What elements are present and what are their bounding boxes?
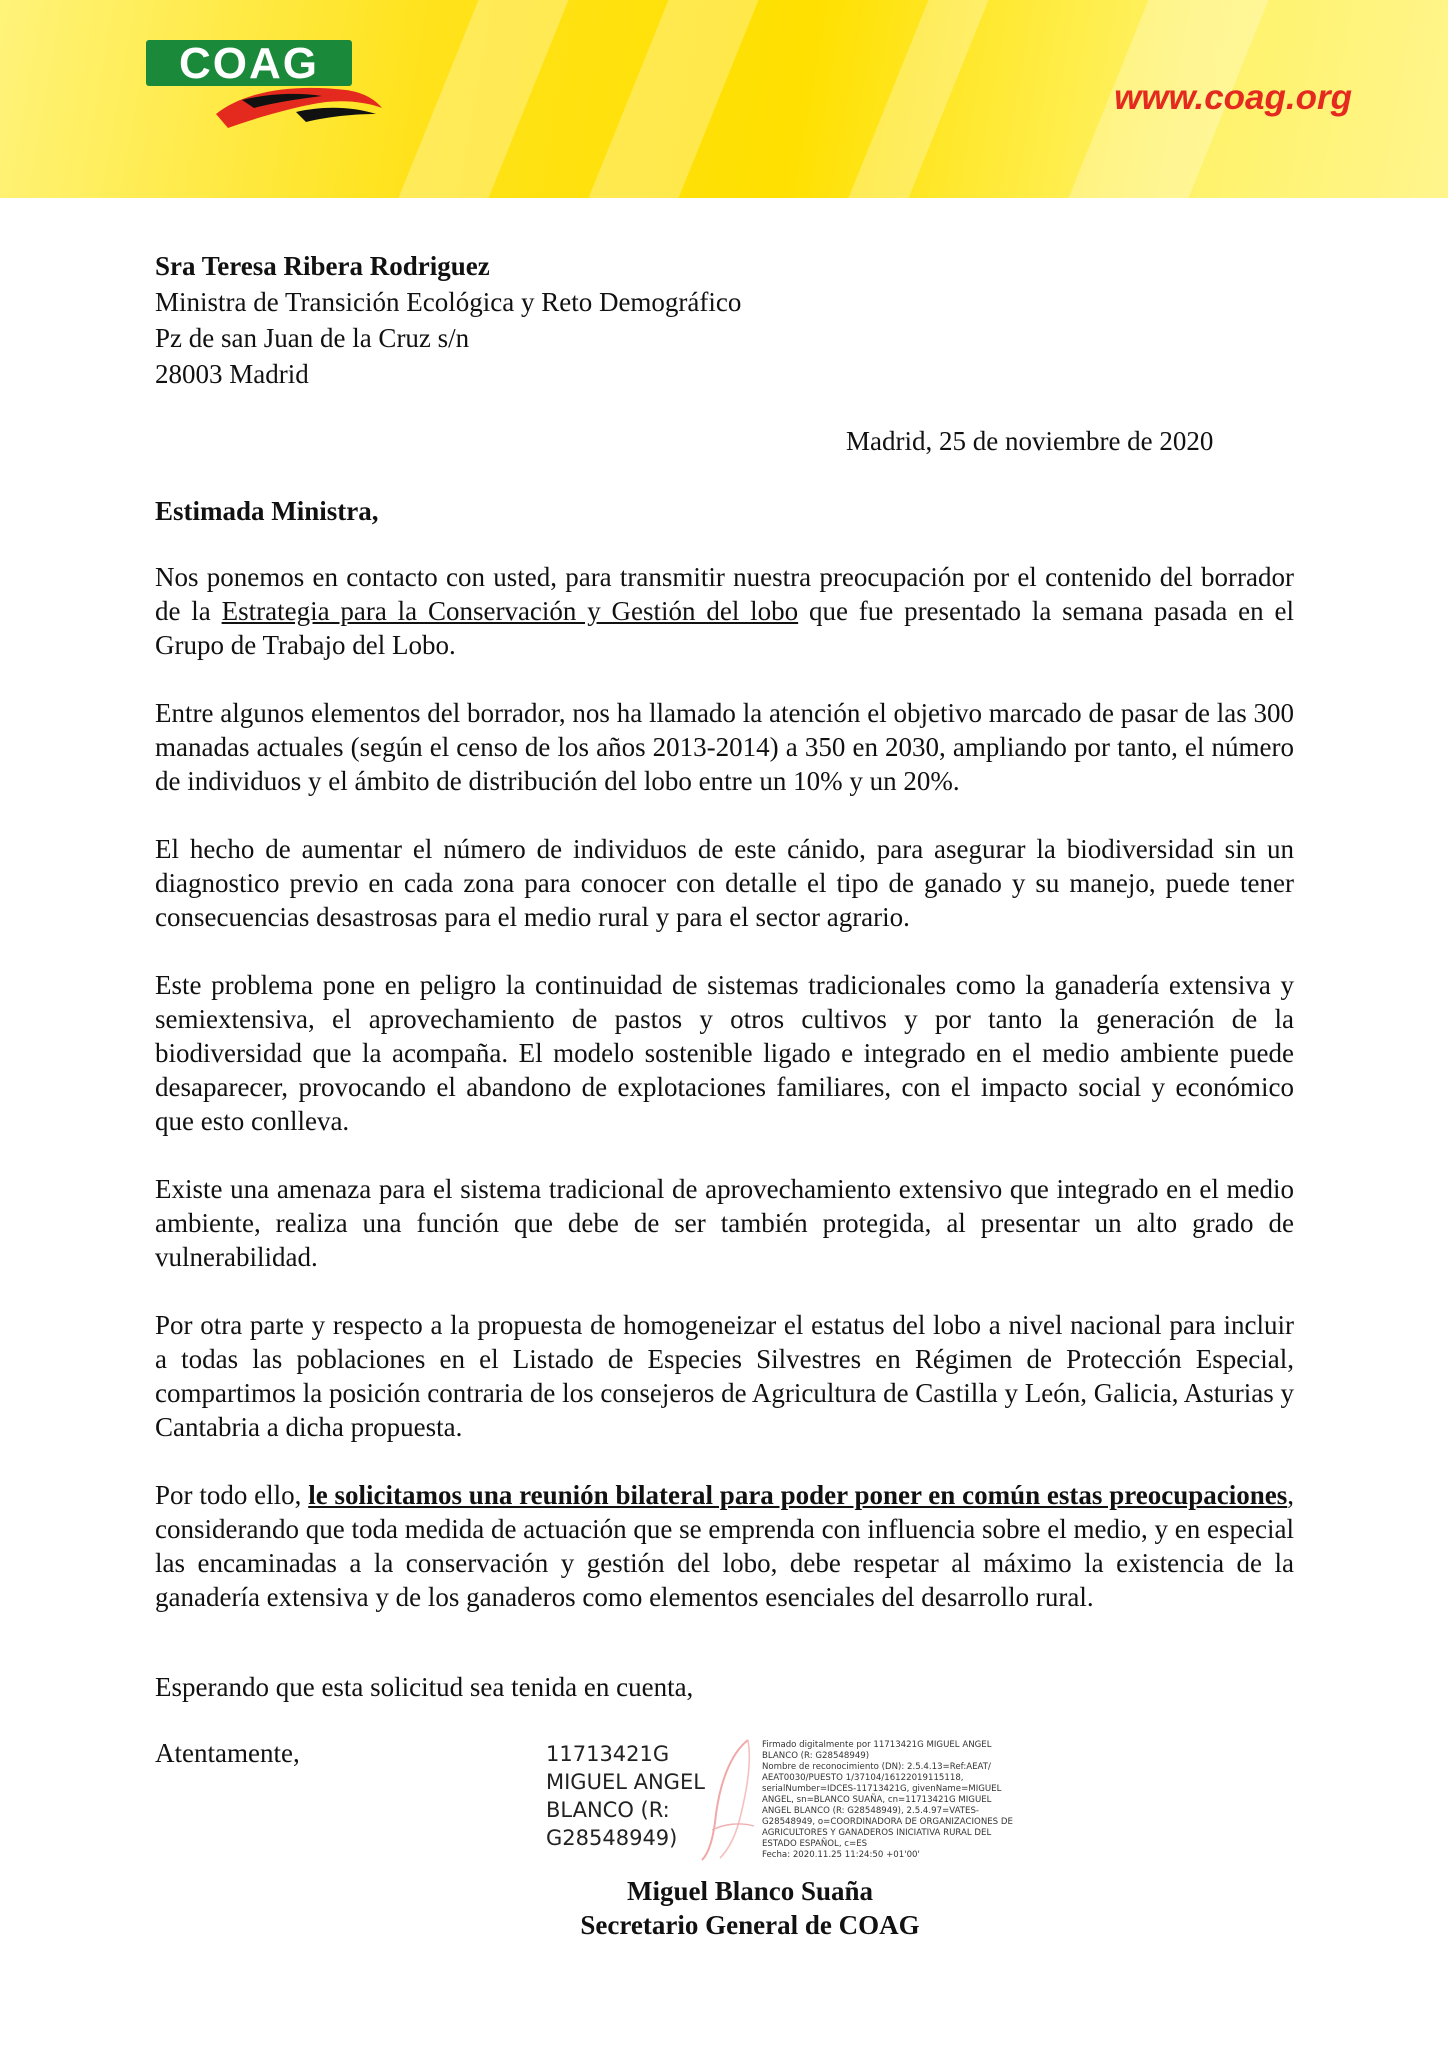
paragraph: Existe una amenaza para el sistema tradicional de aprovechamiento extensivo que integrado en el medio ambiente, realiza una función que debe de ser también protegida, al presentar un alto grado de vulnerabilidad. xyxy=(155,1174,1294,1272)
greeting: Estimada Ministra, xyxy=(155,496,379,526)
paragraph: Este problema pone en peligro la continuidad de sistemas tradicionales como la ganadería extensiva y semiextensiva, el aprovechamiento de pastos y otros cultivos y por tanto la generación de la biodiversidad que la acompaña. El modelo sostenible ligado e integrado en el medio ambiente puede desaparecer, provocando el abandono de explotaciones familiares, con el impacto social y económico que esto conlleva. xyxy=(155,970,1294,1136)
signer-title: Secretario General de COAG xyxy=(580,1910,920,1940)
paragraph: Por todo ello, le solicitamos una reunión bilateral para poder poner en común estas preocupaciones, considerando que toda medida de actuación que se emprenda con influencia sobre el medio, y en especial las encaminadas a la conservación y gestión del lobo, debe respetar al máximo la existencia de la ganadería extensiva y de los ganaderos como elementos esenciales del desarrollo rural. xyxy=(155,1480,1294,1612)
letter-date: Madrid, 25 de noviembre de 2020 xyxy=(846,426,1214,456)
closing-line: Esperando que esta solicitud sea tenida en cuenta, xyxy=(155,1672,694,1702)
recipient-line: Ministra de Transición Ecológica y Reto Demográfico xyxy=(155,287,742,317)
paragraph: Nos ponemos en contacto con usted, para transmitir nuestra preocupación por el contenido del borrador de la Estrategia para la Conservación y Gestión del lobo que fue presentado la semana pasada en el Grupo de Trabajo del Lobo. xyxy=(155,562,1294,660)
sign-off: Atentamente, xyxy=(155,1738,300,1768)
paragraph: Entre algunos elementos del borrador, nos ha llamado la atención el objetivo marcado de pasar de las 300 manadas actuales (según el censo de los años 2013-2014) a 350 en 2030, ampliando por tanto, el número de individuos y el ámbito de distribución del lobo entre un 10% y un 20%. xyxy=(155,698,1294,796)
meeting-request: le solicitamos una reunión bilateral para poder poner en común estas preocupaciones xyxy=(308,1480,1288,1510)
recipient-line: 28003 Madrid xyxy=(155,359,309,389)
recipient-line: Pz de san Juan de la Cruz s/n xyxy=(155,323,470,353)
coag-logo xyxy=(146,40,386,132)
recipient-name: Sra Teresa Ribera Rodriguez xyxy=(155,251,490,281)
digital-signature-name: 11713421G MIGUEL ANGEL BLANCO (R: G28548949) xyxy=(546,1742,705,1850)
recipient-address xyxy=(155,248,1155,392)
svg-text:COAG: COAG xyxy=(179,40,319,88)
digital-signature-details: Firmado digitalmente por 11713421G MIGUEL ANGEL BLANCO (R: G28548949) Nombre de reconocimiento (DN): 2.5.4.13=Ref:AEAT/ AEAT0030/PUESTO 1/37104/16122019115118, serialNumber=IDCES-11713421G, givenName=MIGUEL ANGEL, sn=BLANCO SUAÑA, cn=11713421G MIGUEL ANGEL BLANCO (R: G28548949), 2.5.4.97=VATES- G28548949, o=COORDINADORA DE ORGANIZACIONES DE AGRICULTORES Y GANADEROS INICIATIVA RURAL DEL ESTADO ESPAÑOL, c=ES Fecha: 2020.11.25 11:24:50 +01'00' xyxy=(762,1740,1013,1860)
letterhead-band xyxy=(0,0,1448,198)
paragraph: El hecho de aumentar el número de individuos de este cánido, para asegurar la biodiversidad sin un diagnostico previo en cada zona para conocer con detalle el tipo de ganado y su manejo, puede tener consecuencias desastrosas para el medio rural y para el sector agrario. xyxy=(155,834,1294,932)
letter-body xyxy=(155,560,1294,1648)
strategy-title: Estrategia para la Conservación y Gestión del lobo xyxy=(221,596,799,626)
signer-name: Miguel Blanco Suaña xyxy=(626,1876,874,1906)
paragraph: Por otra parte y respecto a la propuesta de homogeneizar el estatus del lobo a nivel nacional para incluir a todas las poblaciones en el Listado de Especies Silvestres en Régimen de Protección Especial, compartimos la posición contraria de los consejeros de Agricultura de Castilla y León, Galicia, Asturias y Cantabria a dicha propuesta. xyxy=(155,1310,1294,1442)
website-url[interactable]: www.coag.org xyxy=(1114,78,1352,117)
signature-stroke-icon xyxy=(690,1734,770,1864)
signer-block xyxy=(500,1874,1000,1942)
